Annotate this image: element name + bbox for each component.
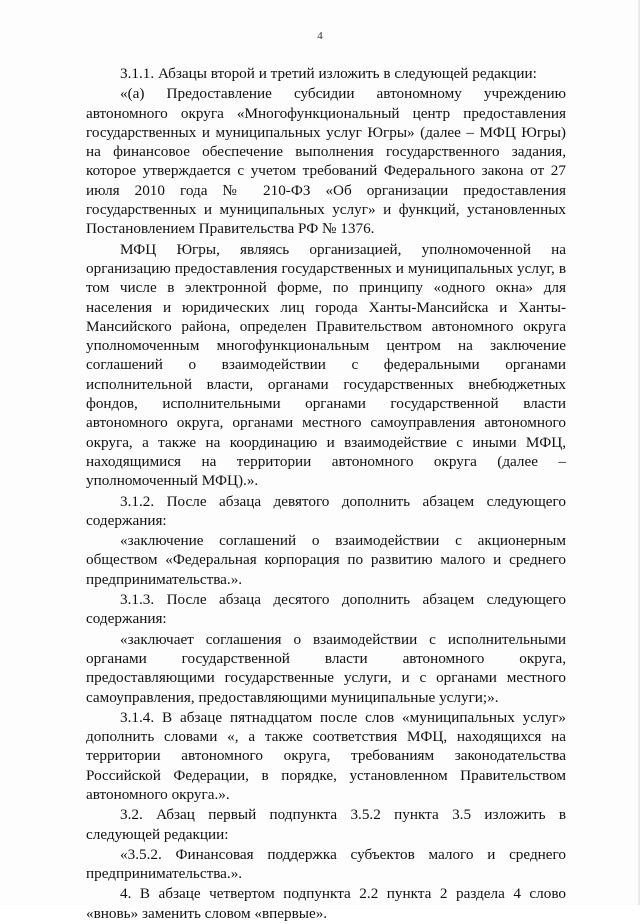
paragraph-3-1-3: 3.1.3. После абзаца десятого дополнить абзацем следующего содержания: — [86, 591, 566, 628]
paragraph-3-2: 3.2. Абзац первый подпункта 3.5.2 пункта 3.5 изложить в следующей редакции: — [86, 806, 566, 843]
paragraph-agreement-corporation: «заключение соглашений о взаимодействии с акционерным обществом «Федеральная корпорация по развитию малого и среднего предпринимательства.». — [86, 532, 566, 588]
paragraph-mfc-ugra: МФЦ Югры, являясь организацией, уполномоченной на организацию предоставления государственных и муниципальных услуг, в том числе в электронной форме, по принципу «одного окна» для населения и юридических лиц города Ханты-Мансийска и Ханты-Мансийского района, определен Правительством автономного округа уполномоченным многофункциональным центром на заключение соглашений о взаимодействии с федеральными органами исполнительной власти, органами государственных внебюджетных фондов, исполнительными органами государственной власти автономного округа, органами местного самоуправления автономного округа, а также на координацию и взаимодействие с иными МФЦ, находящимися на территории автономного округа (далее – уполномоченный МФЦ).». — [86, 240, 566, 490]
paragraph-3-5-2: «3.5.2. Финансовая поддержка субъектов малого и среднего предпринимательства.». — [86, 845, 566, 883]
paragraph-3-1-4: 3.1.4. В абзаце пятнадцатом после слов «муниципальных услуг» дополнить словами «, а также соответствия МФЦ, находящихся на территории автономного округа, требованиям законодательства Российской Федерации, в порядке, установленном Правительством автономного округа.». — [86, 708, 566, 803]
paragraph-agreement-executive: «заключает соглашения о взаимодействии с исполнительными органами государственной власти автономного округа, предоставляющими государственные услуги, и с органами местного самоуправления, предоставляющими муниципальные услуги;». — [86, 630, 566, 706]
paragraph-3-1-1: 3.1.1. Абзацы второй и третий изложить в следующей редакции: — [120, 65, 537, 82]
document-body — [86, 64, 566, 924]
paragraph-4: 4. В абзаце четвертом подпункта 2.2 пункта 2 раздела 4 слово «вновь» заменить словом «впервые». — [86, 885, 566, 922]
page-number: 4 — [317, 30, 323, 42]
paragraph-3-1-2: 3.1.2. После абзаца девятого дополнить абзацем следующего содержания: — [86, 492, 566, 529]
paragraph-subsidy-a: «(а) Предоставление субсидии автономному учреждению автономного округа «Многофункциональный центр предоставления государственных и муниципальных услуг Югры» (далее – МФЦ Югры) на финансовое обеспечение выполнения государственного задания, которое утверждается с учетом требований Федерального закона от 27 июля 2010 года № 210-ФЗ «Об организации предоставления государственных и муниципальных услуг» и функций, установленных Постановлением Правительства РФ № 1376. — [86, 85, 566, 238]
